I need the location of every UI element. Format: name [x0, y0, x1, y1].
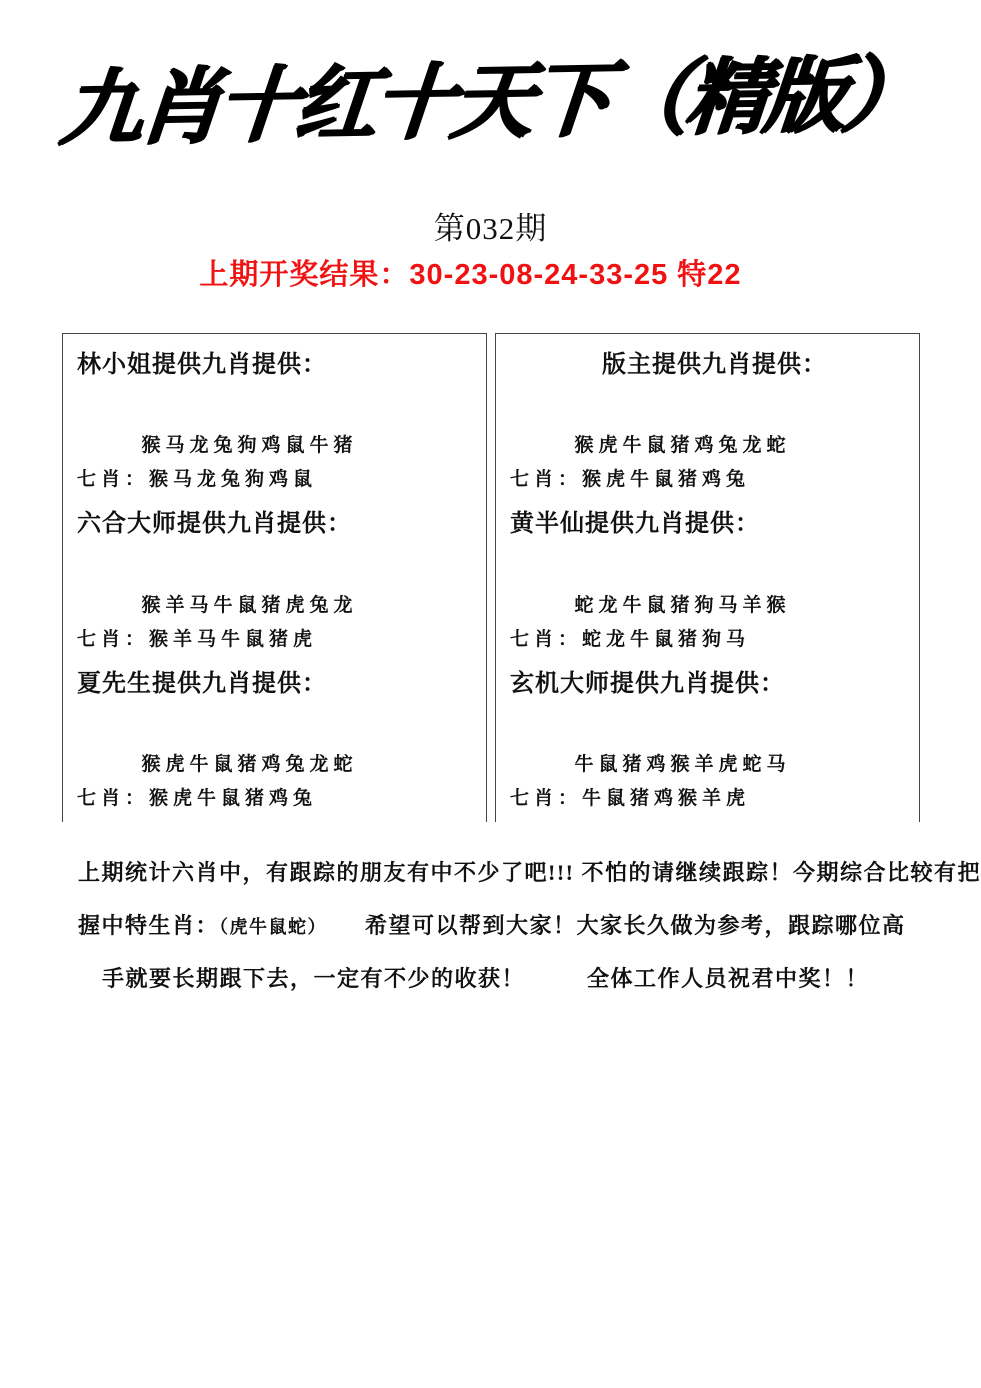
nine-zodiac-line: 猴虎牛鼠猪鸡兔龙蛇 [574, 435, 791, 457]
provider-heading: 版主提供九肖提供： [602, 352, 827, 378]
footer-line-2 [78, 899, 908, 952]
seven-zodiac-line: 七肖：猴虎牛鼠猪鸡兔 [77, 787, 318, 809]
issue-label: 第032期 [433, 211, 548, 246]
footer-line-3 [78, 952, 908, 1005]
provider-heading: 六合大师提供九肖提供： [77, 511, 352, 538]
provider-heading: 夏先生提供九肖提供： [77, 670, 327, 697]
nine-zodiac-line: 猴羊马牛鼠猪虎兔龙 [141, 594, 358, 616]
provider-column-right [495, 333, 920, 822]
provider-column-left [62, 333, 487, 822]
nine-zodiac-line: 猴虎牛鼠猪鸡兔龙蛇 [141, 753, 358, 775]
prediction-block [506, 663, 909, 822]
special-zodiac-hint: （虎牛鼠蛇） [219, 917, 328, 937]
nine-zodiac-line: 蛇龙牛鼠猪狗马羊猴 [574, 594, 791, 616]
footer-line-1 [78, 846, 981, 899]
footer-text: 全体工作人员祝君中奖！！ [587, 966, 870, 991]
prediction-block [506, 344, 909, 503]
provider-heading: 玄机大师提供九肖提供： [510, 670, 785, 697]
provider-heading: 黄半仙提供九肖提供： [510, 511, 760, 538]
footer-text: 手就要长期跟下去，一定有不少的收获！ [102, 966, 526, 991]
prediction-block [73, 663, 476, 822]
prediction-block [506, 503, 909, 662]
seven-zodiac-line: 七肖：牛鼠猪鸡猴羊虎 [510, 787, 751, 809]
prediction-block [73, 344, 476, 503]
seven-zodiac-line: 七肖：蛇龙牛鼠猪狗马 [510, 628, 751, 650]
seven-zodiac-line: 七肖：猴虎牛鼠猪鸡兔 [510, 469, 751, 491]
seven-zodiac-line: 七肖：猴马龙兔狗鸡鼠 [77, 469, 318, 491]
footer-text: 握中特生肖： [78, 913, 220, 938]
footer-text: 希望可以帮到大家！大家长久做为参考，跟踪哪位高 [365, 913, 906, 938]
footer-text: 上期统计六肖中，有跟踪的朋友有中不少了吧!!! 不怕的请继续跟踪！今期综合比较有把 [78, 860, 981, 885]
seven-zodiac-line: 七肖：猴羊马牛鼠猪虎 [77, 628, 318, 650]
prediction-board [62, 333, 920, 822]
nine-zodiac-line: 猴马龙兔狗鸡鼠牛猪 [141, 435, 358, 457]
prediction-block [73, 503, 476, 662]
nine-zodiac-line: 牛鼠猪鸡猴羊虎蛇马 [574, 753, 791, 775]
footer-note [78, 846, 981, 1005]
page-title: 九肖十红十天下（精版） [56, 46, 925, 157]
provider-heading: 林小姐提供九肖提供： [77, 352, 327, 378]
last-draw-result: 上期开奖结果：30-23-08-24-33-25 特22 [199, 259, 742, 291]
